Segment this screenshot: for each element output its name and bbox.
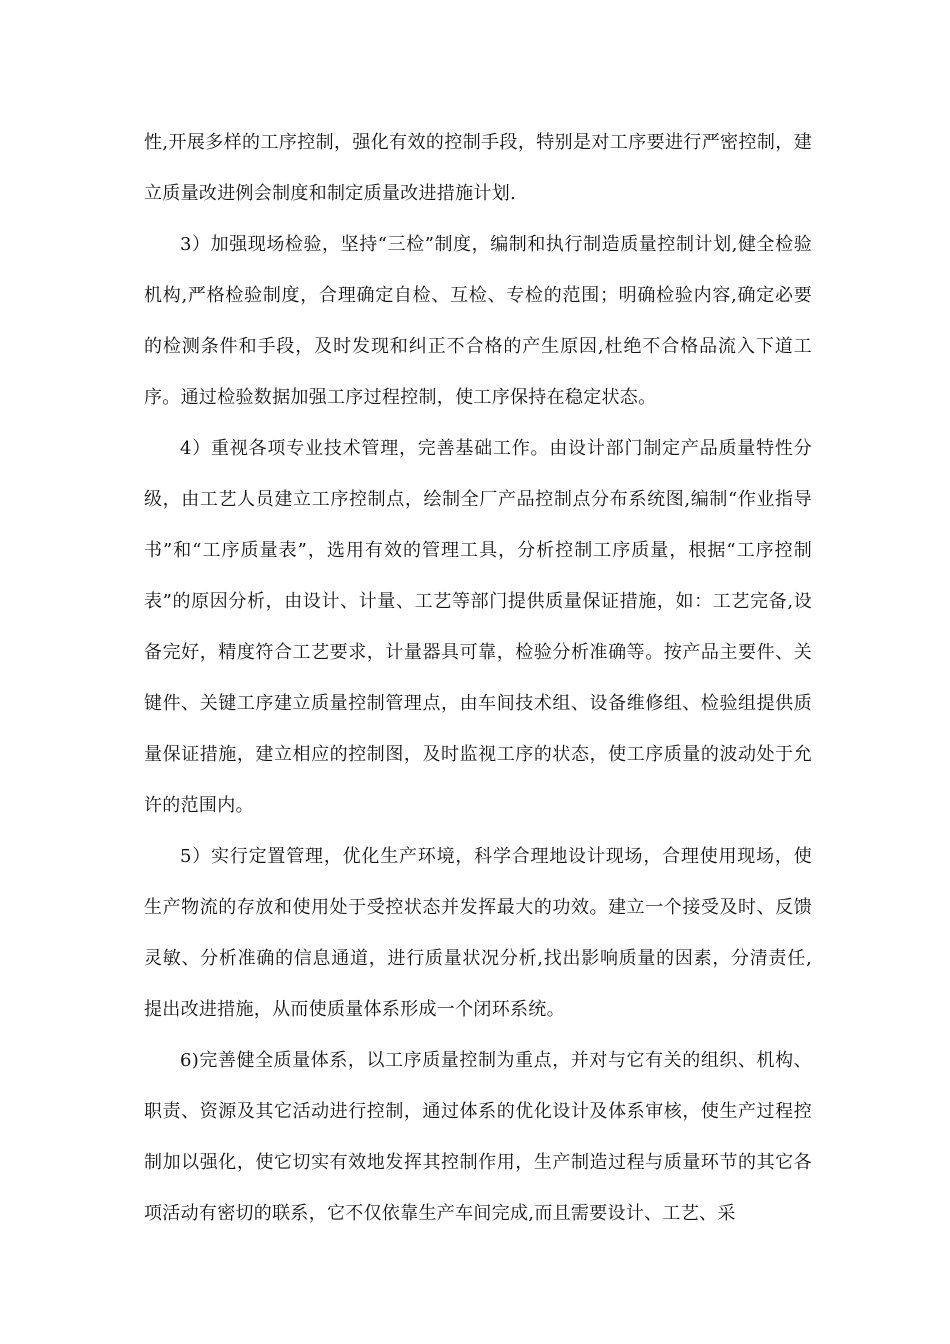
document-body [144,117,812,1239]
paragraph-item-5: 5）实行定置管理，优化生产环境，科学合理地设计现场，合理使用现场，使生产物流的存放和使用处于受控状态并发挥最大的功效。建立一个接受及时、反馈灵敏、分析准确的信息通道，进行质量状况分析,找出影响质量的因素，分清责任,提出改进措施，从而使质量体系形成一个闭环系统。 [144,846,812,1020]
paragraph-item-6: 6)完善健全质量体系，以工序质量控制为重点，并对与它有关的组织、机构、职责、资源及其它活动进行控制，通过体系的优化设计及体系审核，使生产过程控制加以强化，使它切实有效地发挥其控制作用，生产制造过程与质量环节的其它各项活动有密切的联系，它不仅依靠生产车间完成,而且需要设计、工艺、采 [144,1050,812,1224]
paragraph-item-4: 4）重视各项专业技术管理，完善基础工作。由设计部门制定产品质量特性分级，由工艺人员建立工序控制点，绘制全厂产品控制点分布系统图,编制“作业指导书”和“工序质量表”，选用有效的管理工具，分析控制工序质量，根据“工序控制表”的原因分析，由设计、计量、工艺等部门提供质量保证措施，如：工艺完备,设备完好，精度符合工艺要求，计量器具可靠，检验分析准确等。按产品主要件、关键件、关键工序建立质量控制管理点，由车间技术组、设备维修组、检验组提供质量保证措施，建立相应的控制图，及时监视工序的状态，使工序质量的波动处于允许的范围内。 [144,438,812,816]
paragraph-item-3: 3）加强现场检验，坚持“三检”制度，编制和执行制造质量控制计划,健全检验机构,严格检验制度，合理确定自检、互检、专检的范围；明确检验内容,确定必要的检测条件和手段，及时发现和纠正不合格的产生原因,杜绝不合格品流入下道工序。通过检验数据加强工序过程控制，使工序保持在稳定状态。 [144,234,812,408]
paragraph-continuation: 性,开展多样的工序控制，强化有效的控制手段，特别是对工序要进行严密控制，建立质量改进例会制度和制定质量改进措施计划. [144,132,812,204]
